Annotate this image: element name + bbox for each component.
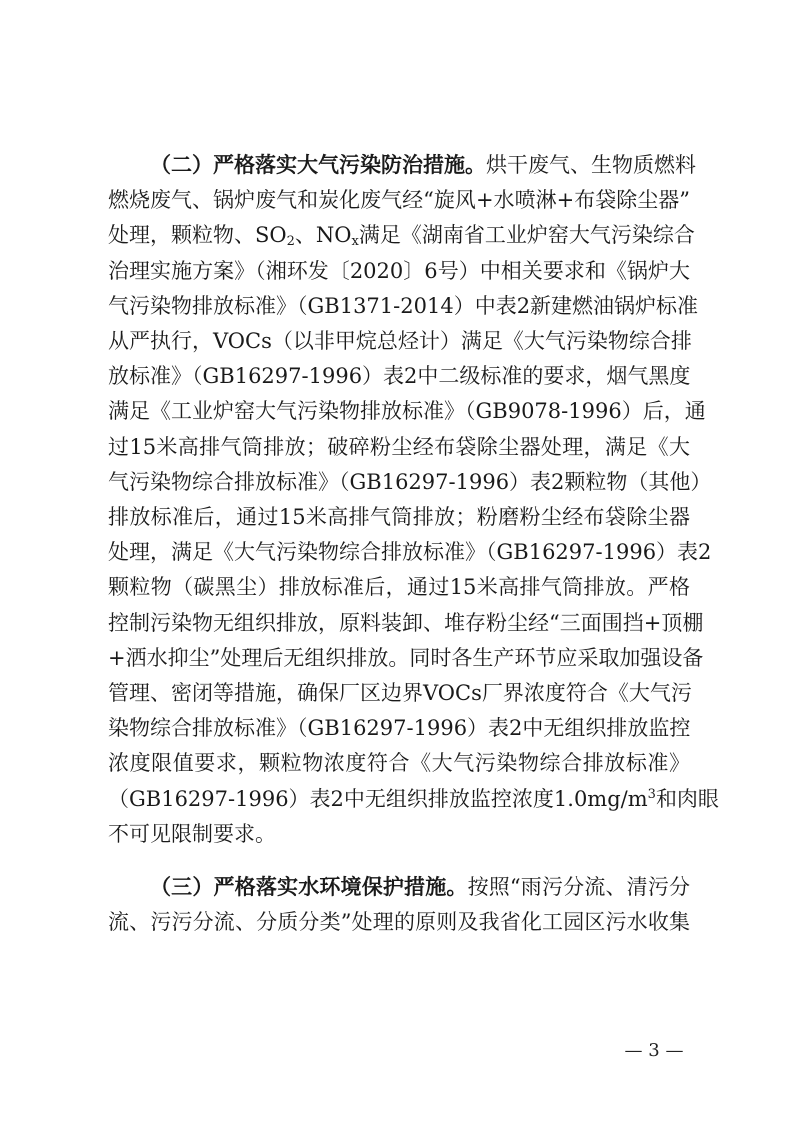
text-line: 气污染物综合排放标准》（GB16297-1996）表2颗粒物（其他）	[108, 469, 712, 494]
text-line: 气污染物排放标准》（GB1371-2014）中表2新建燃油锅炉标准	[108, 293, 699, 318]
body-text	[108, 147, 719, 940]
text-line: 燃烧废气、锅炉废气和炭化废气经“旋风+水喷淋+布袋除尘器”	[108, 188, 690, 213]
page-number: — 3 —	[624, 1040, 684, 1061]
section-heading: （三）严格落实水环境保护措施。	[150, 874, 468, 900]
text-line: 管理、密闭等措施，确保厂区边界VOCs厂界浓度符合《大气污	[108, 681, 692, 706]
paragraph-air-pollution	[108, 147, 719, 852]
text-line: 控制污染物无组织排放，原料装卸、堆存粉尘经“三面围挡+顶棚	[108, 610, 704, 635]
text-line: 放标准》（GB16297-1996）表2中二级标准的要求，烟气黑度	[108, 364, 691, 389]
text-line: 处理，颗粒物、$SO_2$、$NO_x$满足《湖南省工业炉窑大气污染综合	[108, 223, 695, 250]
text-line: 排放标准后，通过15米高排气筒排放；粉磨粉尘经布袋除尘器	[108, 505, 690, 530]
text-line: 颗粒物（碳黑尘）排放标准后，通过15米高排气筒排放。严格	[108, 575, 690, 600]
text-line: 过15米高排气筒排放；破碎粉尘经布袋除尘器处理，满足《大	[108, 434, 690, 459]
text-line: 满足《工业炉窑大气污染物排放标准》（GB9078-1996）后，通	[108, 399, 706, 424]
text-line: 处理，满足《大气污染物综合排放标准》（GB16297-1996）表2	[108, 540, 712, 565]
text-line: 流、污污分流、分质分类”处理的原则及我省化工园区污水收集	[108, 910, 690, 935]
section-heading: （二）严格落实大气污染防治措施。	[150, 152, 486, 177]
paragraph-water-protection	[108, 869, 690, 940]
text-line: 不可见限制要求。	[108, 821, 276, 846]
text-line: 染物综合排放标准》（GB16297-1996）表2中无组织排放监控	[108, 716, 691, 741]
text-line: （GB16297-1996）表2中无组织排放监控浓度$1.0mg/m^3$和肉眼	[108, 786, 719, 811]
text-line: 从严执行，VOCs（以非甲烷总烃计）满足《大气污染物综合排	[108, 329, 692, 354]
text-line: （三）严格落实水环境保护措施。按照“雨污分流、清污分	[150, 874, 690, 900]
text-line: 浓度限值要求，颗粒物浓度符合《大气污染物综合排放标准》	[108, 751, 690, 776]
text-line: （二）严格落实大气污染防治措施。烘干废气、生物质燃料	[150, 152, 696, 177]
text-line: +洒水抑尘”处理后无组织排放。同时各生产环节应采取加强设备	[108, 645, 704, 670]
text-line: 治理实施方案》（湘环发〔2020〕6号）中相关要求和《锅炉大	[108, 258, 690, 283]
